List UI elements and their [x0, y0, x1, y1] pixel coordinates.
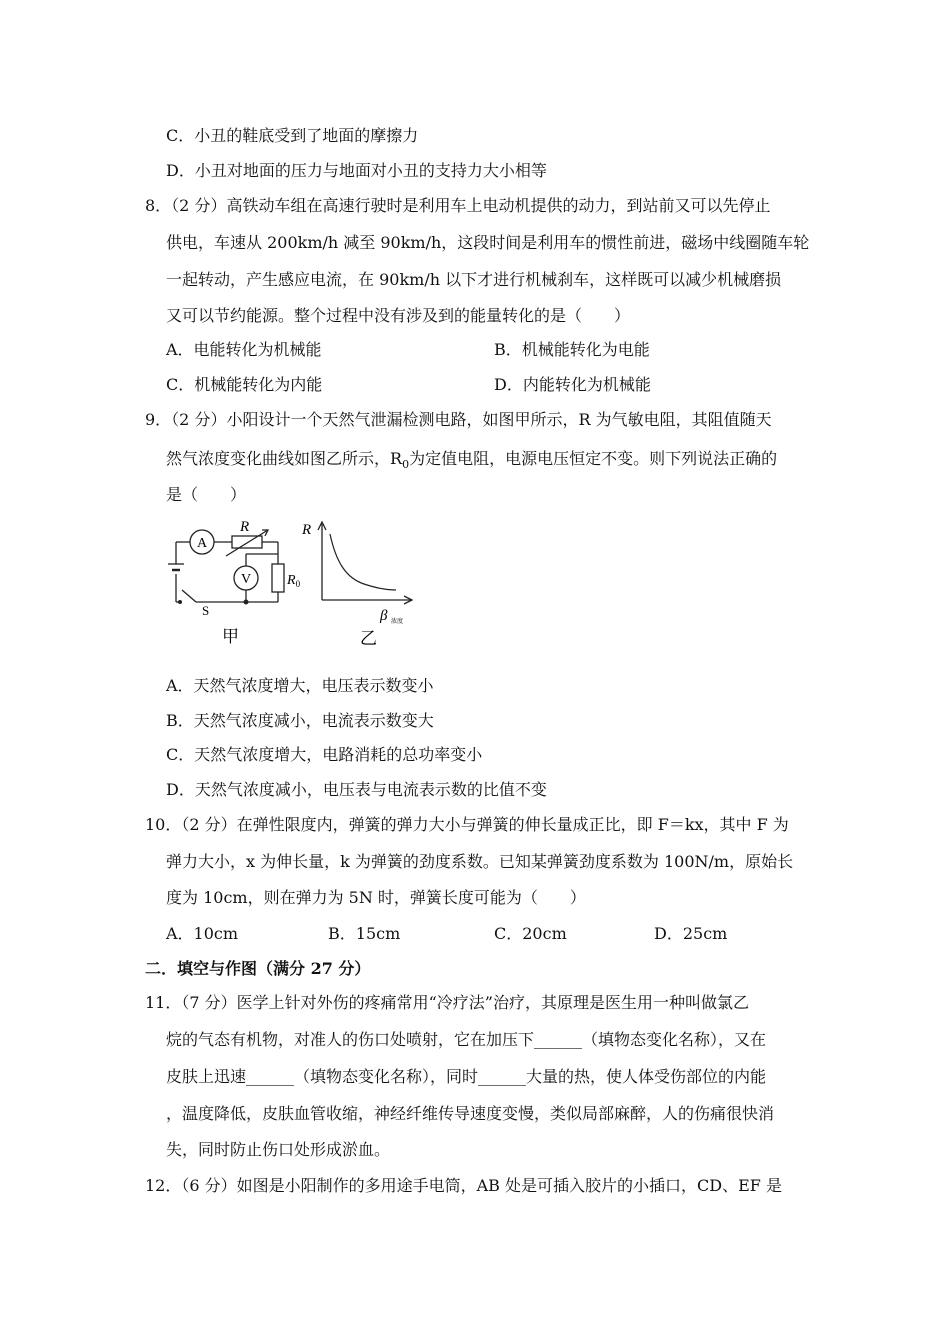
q7-option-c: C．小丑的鞋底受到了地面的摩擦力: [166, 126, 419, 145]
q11-stem-line-5: 失，同时防止伤口处形成淤血。: [166, 1140, 391, 1159]
q10-stem-line-2: 弹力大小，x 为伸长量，k 为弹簧的劲度系数。已知某弹簧劲度系数为 100N/m，原始长: [166, 852, 794, 871]
q8-option-a: A．电能转化为机械能: [166, 340, 322, 359]
q8-stem-line-4: 又可以节约能源。整个过程中没有涉及到的能量转化的是（ ）: [166, 306, 631, 325]
q9-stem-line-2-a: 然气浓度变化曲线如图乙所示，R: [166, 449, 403, 468]
resistance-curve: [330, 534, 396, 590]
q9-r0-subscript: 0: [402, 458, 410, 472]
voltmeter-label: V: [241, 572, 252, 587]
q9-option-d: D．天然气浓度减小，电压表与电流表示数的比值不变: [166, 780, 547, 799]
circuit-caption: 甲: [222, 627, 239, 646]
graph-caption: 乙: [360, 629, 377, 648]
q8-option-d: D．内能转化为机械能: [494, 375, 651, 394]
q11-stem-line-2: 烷的气态有机物，对准人的伤口处喷射，它在加压下______（填物态变化名称），又在: [166, 1030, 767, 1049]
fixed-resistor-r0: [272, 564, 284, 592]
graph-x-label: β: [380, 608, 388, 624]
q11-stem-line-1: 11．（7 分）医学上针对外伤的疼痛常用“冷疗法”治疗，其原理是医生用一种叫做氯乙: [145, 993, 749, 1012]
q9-option-c: C．天然气浓度增大，电路消耗的总功率变小: [166, 745, 483, 764]
ammeter-label: A: [197, 536, 208, 551]
q8-option-c: C．机械能转化为内能: [166, 375, 323, 394]
q10-option-c: C．20cm: [494, 924, 567, 943]
q12-stem-line-1: 12．（6 分）如图是小阳制作的多用途手电筒，AB 处是可插入胶片的小插口，CD、EF 是: [145, 1176, 782, 1195]
q7-option-d: D．小丑对地面的压力与地面对小丑的支持力大小相等: [166, 161, 547, 180]
circuit-junction-dot: [244, 600, 249, 605]
q8-option-b: B．机械能转化为电能: [494, 340, 650, 359]
gas-sensor-resistor: [232, 536, 262, 548]
q9-option-b: B．天然气浓度减小，电流表示数变大: [166, 711, 434, 730]
q8-stem-line-2: 供电，车速从 200km/h 减至 90km/h，这段时间是利用车的惯性前进，磁场中线圈随车轮: [166, 233, 810, 252]
resistor-r0-label: [286, 573, 301, 589]
q10-option-d: D．25cm: [654, 924, 728, 943]
q11-stem-line-3: 皮肤上迅速______（填物态变化名称），同时______大量的热，使人体受伤部位的内能: [166, 1067, 767, 1086]
q10-stem-line-1: 10．（2 分）在弹性限度内，弹簧的弹力大小与弹簧的伸长量成正比，即 F＝kx，其中 F 为: [145, 815, 789, 834]
resistor-r0-subscript: 0: [295, 579, 301, 589]
q9-stem-line-3: 是（ ）: [166, 485, 247, 504]
graph-y-label: R: [302, 522, 312, 538]
q8-stem-line-3: 一起转动，产生感应电流，在 90km/h 以下才进行机械刹车，这样既可以减少机械磨损: [166, 270, 782, 289]
graph-x-unit: 浓度: [391, 619, 404, 625]
q10-stem-line-3: 度为 10cm，则在弹力为 5N 时，弹簧长度可能为（ ）: [166, 888, 586, 907]
resistor-r-label: R: [240, 519, 250, 535]
section-2-title: 二．填空与作图（满分 27 分）: [145, 959, 371, 978]
switch-label: S: [202, 603, 210, 618]
q8-stem-line-1: 8．（2 分）高铁动车组在高速行驶时是利用车上电动机提供的动力，到站前又可以先停止: [145, 196, 771, 215]
resistor-r0-letter: R: [287, 573, 296, 588]
q9-stem-line-2-b: 为定值电阻，电源电压恒定不变。则下列说法正确的: [409, 449, 778, 468]
switch-contact-dot: [178, 600, 182, 604]
q11-stem-line-4: ，温度降低，皮肤血管收缩，神经纤维传导速度变慢，类似局部麻醉，人的伤痛很快消: [166, 1104, 775, 1123]
q10-option-a: A．10cm: [166, 924, 239, 943]
switch-blade: [182, 590, 196, 602]
q10-option-b: B．15cm: [328, 924, 401, 943]
q9-stem-line-1: 9．（2 分）小阳设计一个天然气泄漏检测电路，如图甲所示，R 为气敏电阻，其阻值随天: [145, 410, 772, 429]
q9-option-a: A．天然气浓度增大，电压表示数变小: [166, 676, 434, 695]
circuit-diagram: [168, 530, 284, 602]
graph-axes: [318, 522, 412, 604]
q9-stem-line-2: [166, 449, 777, 475]
q9-figure: [160, 512, 420, 652]
